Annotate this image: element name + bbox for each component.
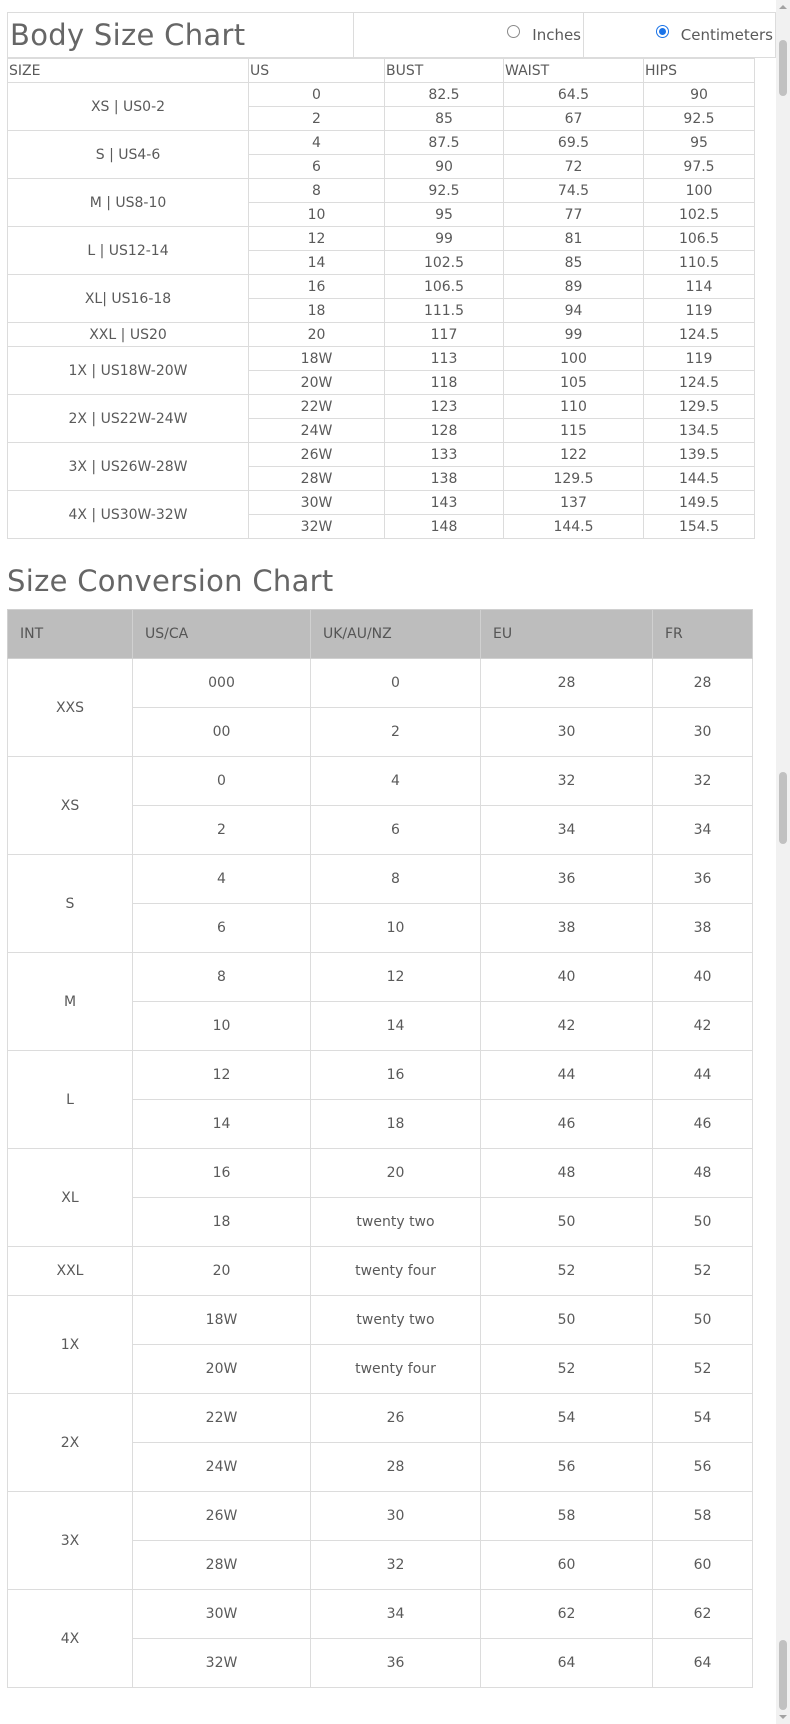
hips-cell: 92.5 — [644, 107, 755, 131]
us-cell: 30W — [249, 491, 385, 515]
column-header-int: INT — [8, 610, 133, 659]
eu-cell: 40 — [481, 953, 653, 1002]
int-size-cell: 3X — [8, 1492, 133, 1590]
waist-cell: 94 — [504, 299, 644, 323]
us-ca-cell: 26W — [133, 1492, 311, 1541]
bust-cell: 133 — [385, 443, 504, 467]
eu-cell: 54 — [481, 1394, 653, 1443]
column-header-us-ca: US/CA — [133, 610, 311, 659]
scroll-down-arrow-icon[interactable] — [776, 1710, 790, 1724]
us-ca-cell: 6 — [133, 904, 311, 953]
bust-cell: 113 — [385, 347, 504, 371]
us-cell: 32W — [249, 515, 385, 539]
scrollbar-thumb-bottom[interactable] — [779, 1640, 787, 1710]
us-cell: 14 — [249, 251, 385, 275]
uk-au-nz-cell: 18 — [311, 1100, 481, 1149]
waist-cell: 122 — [504, 443, 644, 467]
uk-au-nz-cell: 2 — [311, 708, 481, 757]
hips-cell: 124.5 — [644, 371, 755, 395]
column-header-eu: EU — [481, 610, 653, 659]
column-header-us: US — [249, 59, 385, 83]
eu-cell: 50 — [481, 1296, 653, 1345]
size-label-cell: M | US8-10 — [8, 179, 249, 227]
body-size-chart — [7, 12, 775, 539]
table-row — [8, 275, 755, 299]
uk-au-nz-cell: 12 — [311, 953, 481, 1002]
us-cell: 2 — [249, 107, 385, 131]
fr-cell: 54 — [653, 1394, 753, 1443]
centimeters-radio[interactable] — [656, 25, 669, 38]
uk-au-nz-cell: 14 — [311, 1002, 481, 1051]
eu-cell: 36 — [481, 855, 653, 904]
hips-cell: 114 — [644, 275, 755, 299]
us-ca-cell: 000 — [133, 659, 311, 708]
waist-cell: 64.5 — [504, 83, 644, 107]
us-cell: 18W — [249, 347, 385, 371]
eu-cell: 38 — [481, 904, 653, 953]
us-ca-cell: 24W — [133, 1443, 311, 1492]
waist-cell: 100 — [504, 347, 644, 371]
hips-cell: 134.5 — [644, 419, 755, 443]
inches-label: Inches — [532, 26, 581, 44]
waist-cell: 67 — [504, 107, 644, 131]
int-size-cell: M — [8, 953, 133, 1051]
us-cell: 28W — [249, 467, 385, 491]
table-row — [8, 131, 755, 155]
bust-cell: 95 — [385, 203, 504, 227]
bust-cell: 148 — [385, 515, 504, 539]
int-size-cell: 4X — [8, 1590, 133, 1688]
hips-cell: 90 — [644, 83, 755, 107]
us-ca-cell: 18 — [133, 1198, 311, 1247]
us-ca-cell: 16 — [133, 1149, 311, 1198]
hips-cell: 129.5 — [644, 395, 755, 419]
us-cell: 20W — [249, 371, 385, 395]
bust-cell: 111.5 — [385, 299, 504, 323]
table-row — [8, 443, 755, 467]
eu-cell: 30 — [481, 708, 653, 757]
fr-cell: 64 — [653, 1639, 753, 1688]
fr-cell: 34 — [653, 806, 753, 855]
us-cell: 6 — [249, 155, 385, 179]
waist-cell: 72 — [504, 155, 644, 179]
us-cell: 26W — [249, 443, 385, 467]
bust-cell: 143 — [385, 491, 504, 515]
uk-au-nz-cell: 30 — [311, 1492, 481, 1541]
fr-cell: 58 — [653, 1492, 753, 1541]
table-row — [8, 1296, 753, 1345]
uk-au-nz-cell: 10 — [311, 904, 481, 953]
hips-cell: 144.5 — [644, 467, 755, 491]
hips-cell: 154.5 — [644, 515, 755, 539]
table-row — [8, 855, 753, 904]
waist-cell: 110 — [504, 395, 644, 419]
us-cell: 22W — [249, 395, 385, 419]
us-cell: 24W — [249, 419, 385, 443]
eu-cell: 34 — [481, 806, 653, 855]
fr-cell: 50 — [653, 1198, 753, 1247]
waist-cell: 115 — [504, 419, 644, 443]
us-ca-cell: 8 — [133, 953, 311, 1002]
us-ca-cell: 4 — [133, 855, 311, 904]
fr-cell: 36 — [653, 855, 753, 904]
bust-cell: 106.5 — [385, 275, 504, 299]
fr-cell: 28 — [653, 659, 753, 708]
bust-cell: 118 — [385, 371, 504, 395]
int-size-cell: 1X — [8, 1296, 133, 1394]
us-ca-cell: 18W — [133, 1296, 311, 1345]
fr-cell: 62 — [653, 1590, 753, 1639]
hips-cell: 139.5 — [644, 443, 755, 467]
uk-au-nz-cell: 36 — [311, 1639, 481, 1688]
uk-au-nz-cell: 8 — [311, 855, 481, 904]
eu-cell: 60 — [481, 1541, 653, 1590]
eu-cell: 62 — [481, 1590, 653, 1639]
eu-cell: 56 — [481, 1443, 653, 1492]
us-cell: 8 — [249, 179, 385, 203]
us-ca-cell: 22W — [133, 1394, 311, 1443]
us-ca-cell: 28W — [133, 1541, 311, 1590]
table-row — [8, 1492, 753, 1541]
bust-cell: 102.5 — [385, 251, 504, 275]
size-label-cell: XL| US16-18 — [8, 275, 249, 323]
size-label-cell: XS | US0-2 — [8, 83, 249, 131]
waist-cell: 129.5 — [504, 467, 644, 491]
int-size-cell: XL — [8, 1149, 133, 1247]
hips-cell: 149.5 — [644, 491, 755, 515]
us-ca-cell: 2 — [133, 806, 311, 855]
column-header-size: SIZE — [8, 59, 249, 83]
table-row — [8, 1247, 753, 1296]
eu-cell: 28 — [481, 659, 653, 708]
eu-cell: 42 — [481, 1002, 653, 1051]
uk-au-nz-cell: 4 — [311, 757, 481, 806]
eu-cell: 48 — [481, 1149, 653, 1198]
hips-cell: 110.5 — [644, 251, 755, 275]
size-label-cell: S | US4-6 — [8, 131, 249, 179]
size-label-cell: L | US12-14 — [8, 227, 249, 275]
uk-au-nz-cell: 34 — [311, 1590, 481, 1639]
table-row — [8, 491, 755, 515]
hips-cell: 95 — [644, 131, 755, 155]
table-row — [8, 179, 755, 203]
waist-cell: 74.5 — [504, 179, 644, 203]
body-size-table — [7, 58, 755, 539]
uk-au-nz-cell: twenty four — [311, 1247, 481, 1296]
int-size-cell: L — [8, 1051, 133, 1149]
bust-cell: 117 — [385, 323, 504, 347]
column-header-waist: WAIST — [504, 59, 644, 83]
uk-au-nz-cell: 20 — [311, 1149, 481, 1198]
size-label-cell: 3X | US26W-28W — [8, 443, 249, 491]
bust-cell: 138 — [385, 467, 504, 491]
bust-cell: 82.5 — [385, 83, 504, 107]
eu-cell: 44 — [481, 1051, 653, 1100]
fr-cell: 32 — [653, 757, 753, 806]
table-row — [8, 323, 755, 347]
eu-cell: 50 — [481, 1198, 653, 1247]
unit-option-inches[interactable] — [354, 13, 584, 58]
hips-cell: 119 — [644, 347, 755, 371]
fr-cell: 38 — [653, 904, 753, 953]
bust-cell: 128 — [385, 419, 504, 443]
size-conversion-table — [7, 609, 753, 1688]
table-row — [8, 83, 755, 107]
body-size-chart-header — [7, 12, 776, 58]
int-size-cell: S — [8, 855, 133, 953]
fr-cell: 52 — [653, 1247, 753, 1296]
uk-au-nz-cell: 26 — [311, 1394, 481, 1443]
uk-au-nz-cell: twenty four — [311, 1345, 481, 1394]
body-size-chart-title: Body Size Chart — [8, 13, 354, 58]
inches-radio[interactable] — [507, 25, 520, 38]
us-ca-cell: 20 — [133, 1247, 311, 1296]
eu-cell: 52 — [481, 1345, 653, 1394]
int-size-cell: XXL — [8, 1247, 133, 1296]
us-cell: 16 — [249, 275, 385, 299]
uk-au-nz-cell: 6 — [311, 806, 481, 855]
size-label-cell: 1X | US18W-20W — [8, 347, 249, 395]
fr-cell: 46 — [653, 1100, 753, 1149]
table-row — [8, 1590, 753, 1639]
bust-cell: 99 — [385, 227, 504, 251]
table-row — [8, 347, 755, 371]
bust-cell: 123 — [385, 395, 504, 419]
bust-cell: 92.5 — [385, 179, 504, 203]
hips-cell: 100 — [644, 179, 755, 203]
hips-cell: 124.5 — [644, 323, 755, 347]
table-row — [8, 757, 753, 806]
size-conversion-chart-title: Size Conversion Chart — [7, 564, 334, 598]
table-row — [8, 227, 755, 251]
fr-cell: 48 — [653, 1149, 753, 1198]
fr-cell: 50 — [653, 1296, 753, 1345]
waist-cell: 99 — [504, 323, 644, 347]
fr-cell: 40 — [653, 953, 753, 1002]
table-row — [8, 659, 753, 708]
int-size-cell: XS — [8, 757, 133, 855]
us-cell: 12 — [249, 227, 385, 251]
us-ca-cell: 14 — [133, 1100, 311, 1149]
hips-cell: 97.5 — [644, 155, 755, 179]
waist-cell: 89 — [504, 275, 644, 299]
eu-cell: 46 — [481, 1100, 653, 1149]
fr-cell: 56 — [653, 1443, 753, 1492]
fr-cell: 52 — [653, 1345, 753, 1394]
uk-au-nz-cell: 28 — [311, 1443, 481, 1492]
eu-cell: 52 — [481, 1247, 653, 1296]
scrollbar-thumb-secondary[interactable] — [779, 772, 787, 844]
bust-cell: 85 — [385, 107, 504, 131]
column-header-bust: BUST — [385, 59, 504, 83]
waist-cell: 69.5 — [504, 131, 644, 155]
fr-cell: 60 — [653, 1541, 753, 1590]
table-row — [8, 1149, 753, 1198]
uk-au-nz-cell: 16 — [311, 1051, 481, 1100]
us-ca-cell: 20W — [133, 1345, 311, 1394]
int-size-cell: XXS — [8, 659, 133, 757]
fr-cell: 30 — [653, 708, 753, 757]
bust-cell: 87.5 — [385, 131, 504, 155]
uk-au-nz-cell: twenty two — [311, 1198, 481, 1247]
waist-cell: 144.5 — [504, 515, 644, 539]
us-cell: 0 — [249, 83, 385, 107]
size-label-cell: XXL | US20 — [8, 323, 249, 347]
us-cell: 20 — [249, 323, 385, 347]
size-label-cell: 4X | US30W-32W — [8, 491, 249, 539]
us-cell: 18 — [249, 299, 385, 323]
int-size-cell: 2X — [8, 1394, 133, 1492]
uk-au-nz-cell: 0 — [311, 659, 481, 708]
eu-cell: 58 — [481, 1492, 653, 1541]
bust-cell: 90 — [385, 155, 504, 179]
eu-cell: 32 — [481, 757, 653, 806]
column-header-fr: FR — [653, 610, 753, 659]
table-row — [8, 953, 753, 1002]
us-ca-cell: 0 — [133, 757, 311, 806]
us-cell: 10 — [249, 203, 385, 227]
fr-cell: 44 — [653, 1051, 753, 1100]
scrollbar-thumb[interactable] — [779, 40, 787, 96]
unit-option-centimeters[interactable] — [584, 13, 776, 58]
hips-cell: 119 — [644, 299, 755, 323]
body-size-header-row — [8, 59, 755, 83]
us-ca-cell: 00 — [133, 708, 311, 757]
conversion-header-row — [8, 610, 753, 659]
table-row — [8, 1394, 753, 1443]
fr-cell: 42 — [653, 1002, 753, 1051]
hips-cell: 106.5 — [644, 227, 755, 251]
centimeters-label: Centimeters — [680, 26, 773, 44]
us-ca-cell: 12 — [133, 1051, 311, 1100]
uk-au-nz-cell: 32 — [311, 1541, 481, 1590]
size-label-cell: 2X | US22W-24W — [8, 395, 249, 443]
hips-cell: 102.5 — [644, 203, 755, 227]
waist-cell: 137 — [504, 491, 644, 515]
column-header-uk-au-nz: UK/AU/NZ — [311, 610, 481, 659]
waist-cell: 105 — [504, 371, 644, 395]
waist-cell: 81 — [504, 227, 644, 251]
us-cell: 4 — [249, 131, 385, 155]
us-ca-cell: 32W — [133, 1639, 311, 1688]
column-header-hips: HIPS — [644, 59, 755, 83]
table-row — [8, 395, 755, 419]
table-row — [8, 1051, 753, 1100]
scroll-up-arrow-icon[interactable] — [776, 0, 790, 14]
waist-cell: 85 — [504, 251, 644, 275]
eu-cell: 64 — [481, 1639, 653, 1688]
waist-cell: 77 — [504, 203, 644, 227]
us-ca-cell: 10 — [133, 1002, 311, 1051]
uk-au-nz-cell: twenty two — [311, 1296, 481, 1345]
us-ca-cell: 30W — [133, 1590, 311, 1639]
page-scrollbar[interactable] — [776, 0, 790, 1724]
